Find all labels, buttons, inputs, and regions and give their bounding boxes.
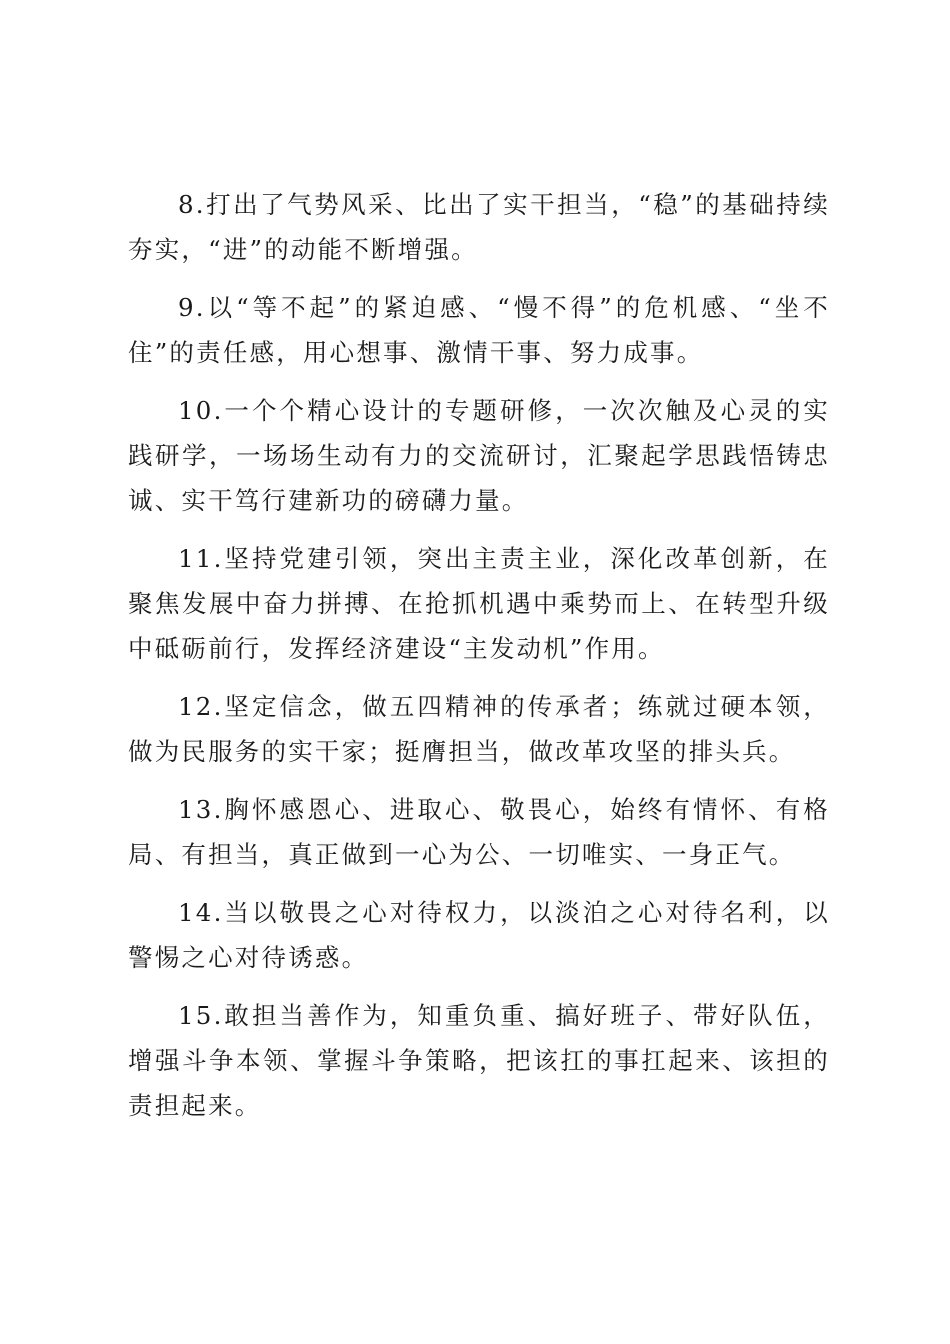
paragraph-14: 14.当以敬畏之心对待权力，以淡泊之心对待名利，以警惕之心对待诱惑。	[128, 898, 830, 972]
paragraph-13: 13.胸怀感恩心、进取心、敬畏心，始终有情怀、有格局、有担当，真正做到一心为公、一切唯实、一身正气。	[128, 795, 830, 869]
paragraph-11: 11.坚持党建引领，突出主责主业，深化改革创新，在聚焦发展中奋力拼搏、在抢抓机遇中乘势而上、在转型升级中砥砺前行，发挥经济建设“主发动机”作用。	[128, 544, 830, 663]
document-body	[128, 182, 830, 1141]
paragraph-8: 8.打出了气势风采、比出了实干担当，“稳”的基础持续夯实，“进”的动能不断增强。	[128, 190, 830, 264]
paragraph-12: 12.坚定信念，做五四精神的传承者；练就过硬本领，做为民服务的实干家；挺膺担当，做改革攻坚的排头兵。	[128, 692, 830, 766]
paragraph-9: 9.以“等不起”的紧迫感、“慢不得”的危机感、“坐不住”的责任感，用心想事、激情干事、努力成事。	[128, 293, 830, 367]
paragraph-10: 10.一个个精心设计的专题研修，一次次触及心灵的实践研学，一场场生动有力的交流研讨，汇聚起学思践悟铸忠诚、实干笃行建新功的磅礴力量。	[128, 396, 830, 515]
paragraph-15: 15.敢担当善作为，知重负重、搞好班子、带好队伍，增强斗争本领、掌握斗争策略，把该扛的事扛起来、该担的责担起来。	[128, 1001, 830, 1120]
